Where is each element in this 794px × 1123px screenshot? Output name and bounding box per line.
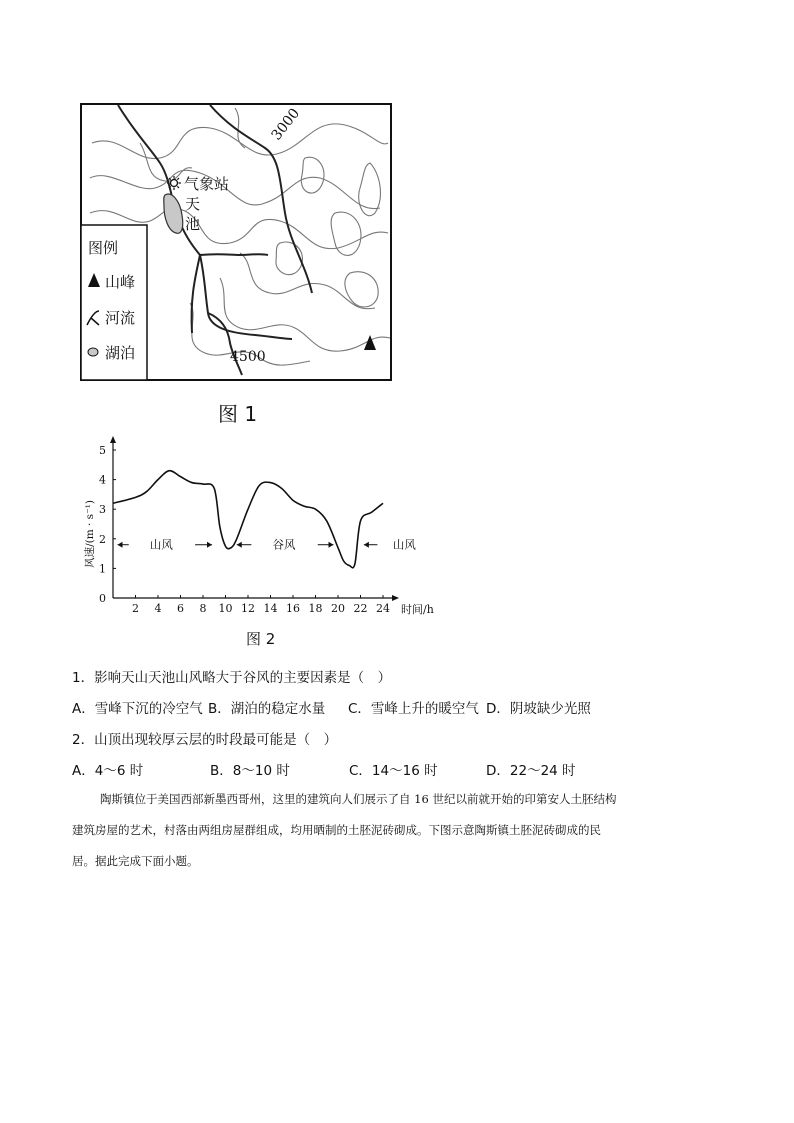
valley-wind-arrow-left-head (237, 542, 242, 548)
figure-1-caption: 图 1 (218, 402, 258, 426)
question-1-option-d: D．阴坡缺少光照 (486, 701, 591, 717)
topographic-map (80, 103, 392, 383)
question-2-option-d: D．22～24 时 (486, 763, 576, 779)
wind-speed-line (113, 471, 383, 568)
y-tick-label: 1 (99, 562, 106, 576)
x-axis-label: 时间/h (401, 603, 434, 616)
mountain-wind-label-1: 山风 (149, 537, 173, 552)
x-tick-label: 20 (331, 602, 345, 615)
mountain-wind-1-arrow-right-head (207, 542, 212, 548)
passage-line-3: 居。据此完成下面小题。 (72, 854, 199, 868)
y-tick-label: 5 (99, 444, 106, 457)
question-1-stem: 1．影响天山天池山风略大于谷风的主要因素是（ ） (72, 670, 392, 686)
wind-speed-chart (78, 436, 450, 624)
passage-line-2: 建筑房屋的艺术，村落由两组房屋群组成，均用晒制的土胚泥砖砌成。下图示意陶斯镇土胚泥砖砌成的民 (72, 823, 601, 837)
valley-wind-arrow-right-head (329, 542, 334, 548)
y-tick-label: 0 (99, 592, 106, 605)
x-tick-label: 18 (308, 602, 323, 615)
passage-line-1: 陶斯镇位于美国西部新墨西哥州，这里的建筑向人们展示了自 16 世纪以前就开始的印第安人土胚结构 (100, 792, 617, 806)
x-tick-label: 6 (177, 602, 184, 615)
x-tick-label: 12 (241, 602, 255, 615)
y-tick-label: 2 (99, 532, 106, 546)
mountain-wind-label-2: 山风 (392, 537, 416, 552)
x-axis-arrow (392, 595, 399, 601)
valley-wind-label: 谷风 (272, 537, 296, 552)
station-label: 气象站 (184, 175, 230, 193)
legend-peak-label: 山峰 (105, 273, 136, 291)
lake-label-2: 池 (185, 215, 201, 233)
x-tick-label: 8 (199, 602, 207, 615)
legend-title: 图例 (88, 239, 119, 257)
contour-label-3000: 3000 (268, 105, 304, 144)
x-tick-label: 16 (286, 602, 300, 615)
x-tick-label: 4 (154, 602, 162, 615)
y-tick-label: 3 (99, 503, 106, 517)
question-1-option-a: A．雪峰下沉的冷空气 (72, 701, 203, 717)
contour-label-4500: 4500 (230, 349, 266, 365)
question-2-stem: 2．山顶出现较厚云层的时段最可能是（ ） (72, 732, 338, 748)
question-2-option-c: C．14～16 时 (349, 763, 438, 779)
mountain-wind-1-arrow-left-head (118, 542, 123, 548)
figure-2-caption: 图 2 (246, 630, 276, 648)
question-1-option-c: C．雪峰上升的暖空气 (348, 701, 479, 717)
question-2-option-a: A．4～6 时 (72, 763, 144, 779)
legend-river-label: 河流 (105, 309, 136, 327)
legend-lake-icon (88, 348, 98, 356)
x-tick-label: 2 (132, 602, 139, 615)
x-tick-label: 14 (263, 602, 278, 615)
question-1-option-b: B．湖泊的稳定水量 (208, 701, 326, 717)
x-tick-label: 24 (376, 602, 390, 615)
legend-lake-label: 湖泊 (105, 344, 136, 362)
question-2-option-b: B．8～10 时 (210, 763, 290, 779)
map-legend (81, 225, 147, 380)
y-axis-arrow (110, 436, 116, 443)
x-tick-label: 10 (218, 602, 233, 615)
lake-label-1: 天 (185, 195, 201, 213)
y-tick-label: 4 (99, 473, 106, 487)
mountain-wind-2-arrow-left-head (364, 542, 369, 548)
y-axis-label: 风速/(m · s⁻¹) (84, 500, 96, 568)
x-tick-label: 22 (353, 602, 368, 615)
